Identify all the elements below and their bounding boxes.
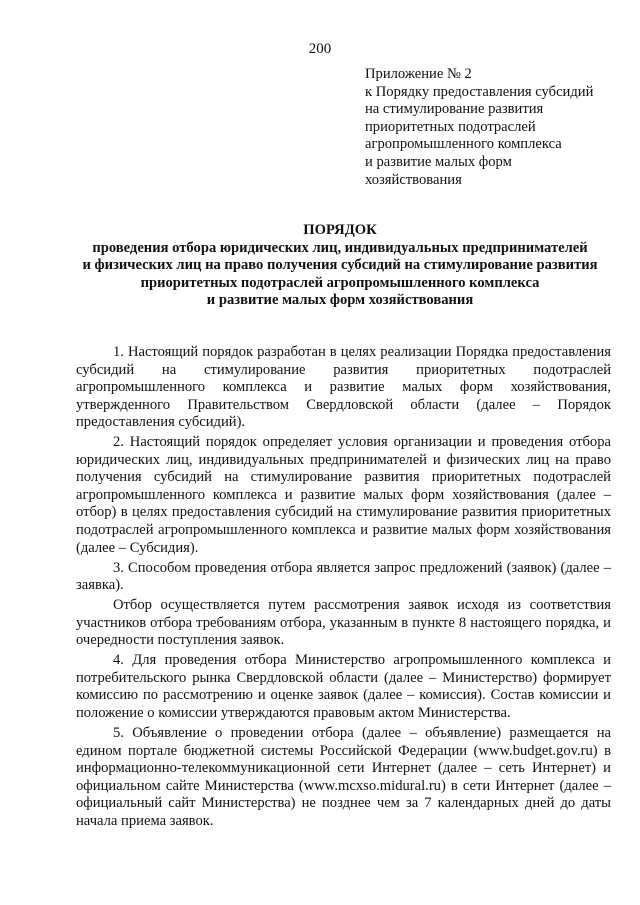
paragraph: 4. Для проведения отбора Министерство агропромышленного комплекса и потребительского рынка Свердловской области (далее – Министерство) формирует комиссию по рассмотрению и оценке заявок (далее – комиссия). Состав комиссии и положение о комиссии утверждаются правовым актом Министерства. xyxy=(76,652,611,721)
title-subtitle-line: приоритетных подотраслей агропромышленного комплекса xyxy=(140,274,540,291)
document-title xyxy=(60,222,620,310)
appendix-line: к Порядку предоставления субсидий xyxy=(365,83,594,100)
appendix-line: Приложение № 2 xyxy=(365,66,472,82)
paragraph: 3. Способом проведения отбора является запрос предложений (заявок) (далее – заявка). xyxy=(76,559,611,594)
title-heading: ПОРЯДОК xyxy=(303,222,377,238)
title-subtitle-line: и развитие малых форм хозяйствования xyxy=(206,292,474,309)
appendix-line: приоритетных подотраслей xyxy=(365,118,536,135)
document-body xyxy=(76,344,611,833)
appendix-line: и развитие малых форм xyxy=(365,153,512,170)
appendix-line: хозяйствования xyxy=(365,171,462,188)
title-subtitle-line: проведения отбора юридических лиц, индивидуальных предпринимателей xyxy=(92,239,588,256)
appendix-line: на стимулирование развития xyxy=(365,101,544,118)
paragraph: 5. Объявление о проведении отбора (далее – объявление) размещается на едином портале бюджетной системы Российской Федерации (www.budget.gov.ru) в информационно-телекоммуникационной сети Интернет (далее – сеть Интернет) и официальном сайте Министерства (www.mcxso.midural.ru) в сети Интернет (далее – официальный сайт Министерства) не позднее чем за 7 календарных дней до даты начала приема заявок. xyxy=(76,724,611,829)
appendix-header xyxy=(365,66,625,189)
paragraph: 1. Настоящий порядок разработан в целях реализации Порядка предоставления субсидий на стимулирование развития приоритетных подотраслей агропромышленного комплекса и развитие малых форм хозяйствования, утвержденного Правительством Свердловской области (далее – Порядок предоставления субсидий). xyxy=(76,344,611,431)
page-number: 200 xyxy=(308,41,332,57)
paragraph: 2. Настоящий порядок определяет условия организации и проведения отбора юридических лиц, индивидуальных предпринимателей и физических лиц на право получения субсидий на стимулирование развития приоритетных подотраслей агропромышленного комплекса и развитие малых форм хозяйствования (далее – отбор) в целях предоставления субсидий на стимулирование развития приоритетных подотраслей агропромышленного комплекса и развитие малых форм хозяйствования (далее – Субсидия). xyxy=(76,434,611,556)
paragraph: Отбор осуществляется путем рассмотрения заявок исходя из соответствия участников отбора требованиям отбора, указанным в пункте 8 настоящего порядка, и очередности поступления заявок. xyxy=(76,597,611,649)
title-subtitle-line: и физических лиц на право получения субсидий на стимулирование развития xyxy=(82,257,598,274)
appendix-line: агропромышленного комплекса xyxy=(365,136,562,153)
